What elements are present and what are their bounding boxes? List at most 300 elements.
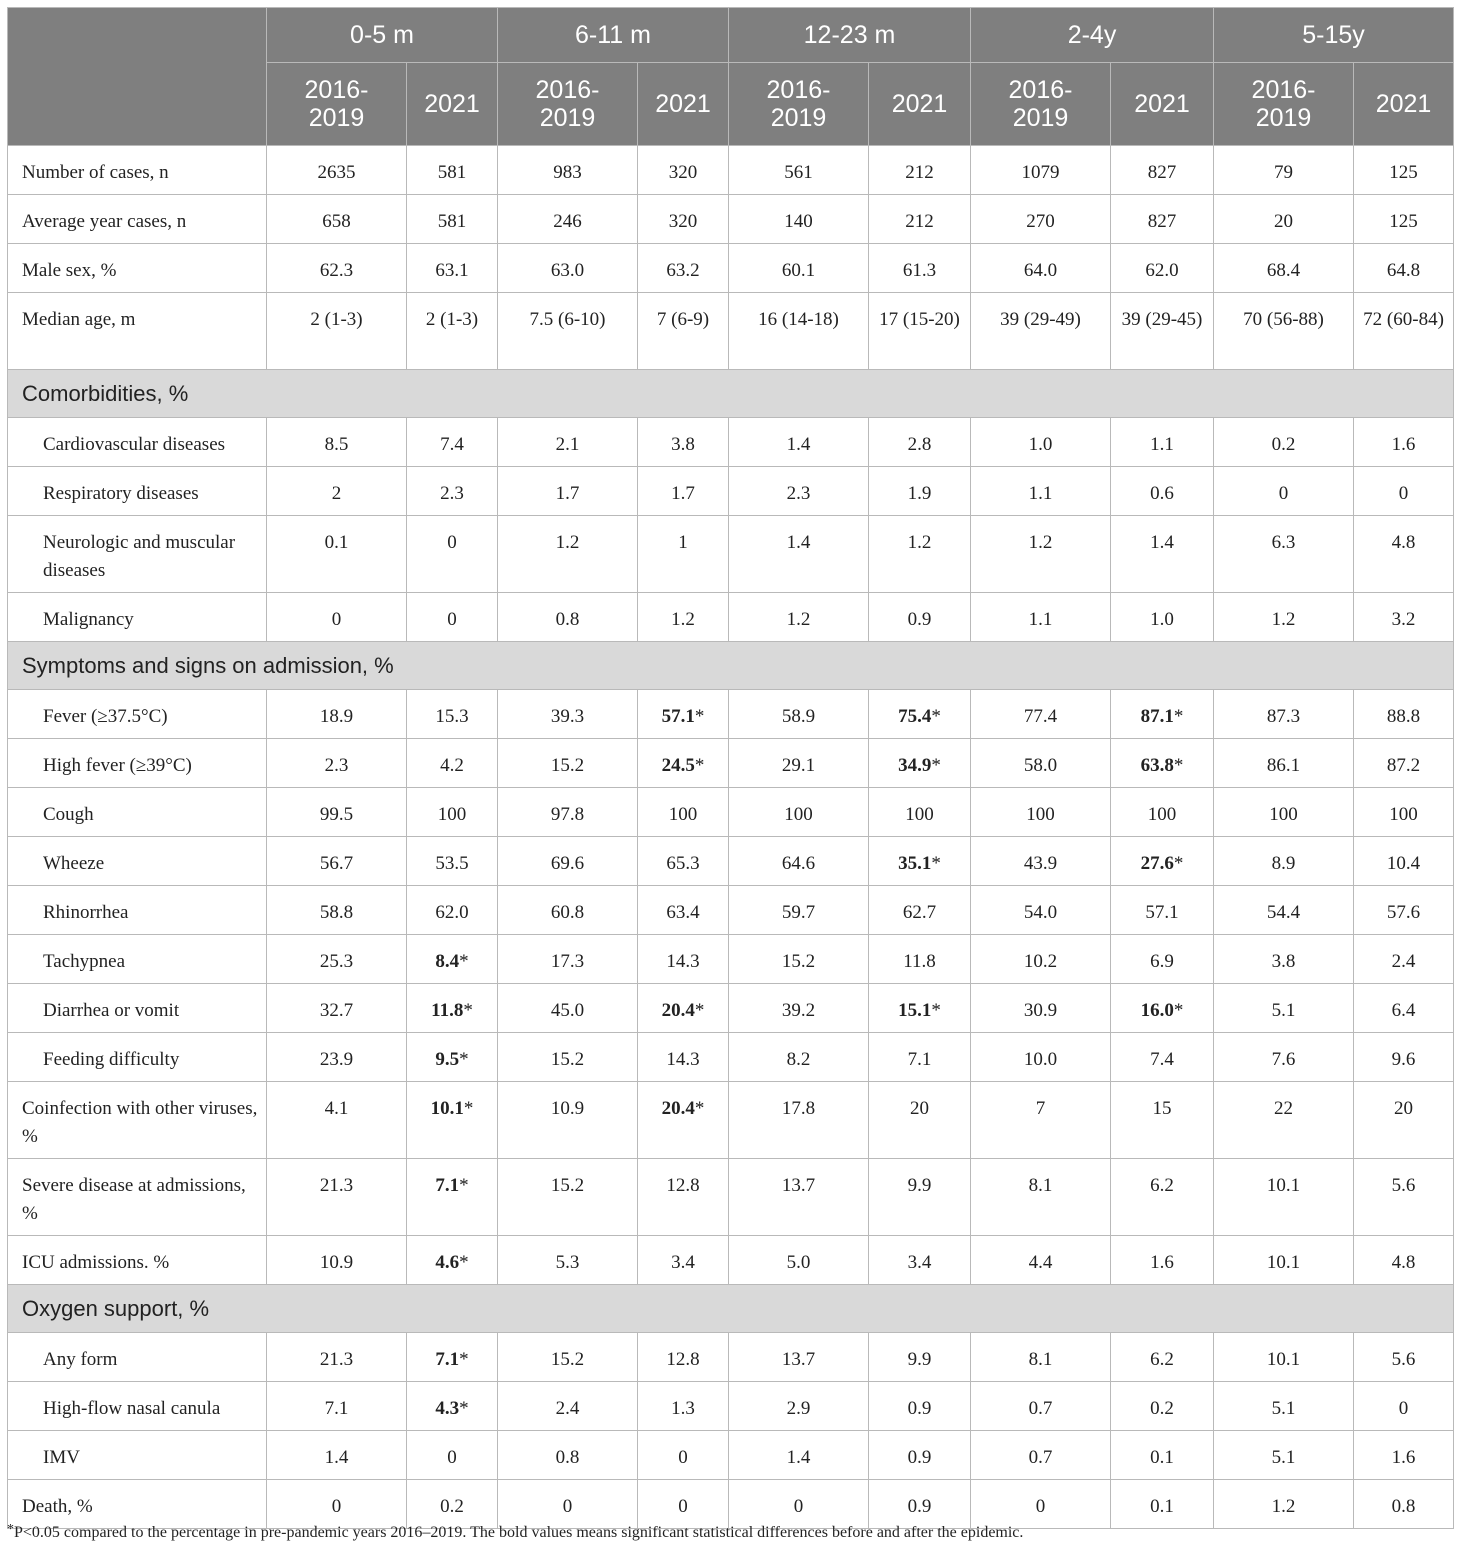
cell-value: 56.7 xyxy=(319,853,354,874)
cell-value: 5.6 xyxy=(1391,1175,1416,1196)
cell-value: 6.9 xyxy=(1150,951,1174,972)
cell-value: 8.1 xyxy=(1028,1175,1053,1196)
cell-value: 23.9 xyxy=(319,1049,354,1070)
cell-value: 17.3 xyxy=(550,951,585,972)
significant-value: 57.1 xyxy=(661,706,695,727)
cell-value: 983 xyxy=(553,162,582,183)
period-line: 2016- xyxy=(1008,76,1073,104)
cell-value: 21.3 xyxy=(319,1349,354,1370)
cell-value: 65.3 xyxy=(666,853,700,874)
cell-value: 8.9 xyxy=(1271,853,1296,874)
cell-value: 15.2 xyxy=(550,1349,585,1370)
table-row xyxy=(8,516,1454,593)
table-cell xyxy=(1214,516,1354,593)
cell-value: 62.0 xyxy=(435,902,469,923)
table-cell xyxy=(638,984,729,1033)
table-cell xyxy=(1354,788,1454,837)
table-cell xyxy=(407,467,498,516)
cell-value: 140 xyxy=(784,211,813,232)
table-cell xyxy=(971,1033,1111,1082)
cell-value: 2.4 xyxy=(1391,951,1416,972)
cell-value: 87.2 xyxy=(1386,755,1421,776)
significant-value: 7.1 xyxy=(435,1349,460,1370)
cell-value: 125 xyxy=(1389,211,1418,232)
table-cell xyxy=(1111,516,1214,593)
table-cell xyxy=(869,195,971,244)
cell-value: 581 xyxy=(437,211,467,232)
cell-value: 1.2 xyxy=(907,532,932,553)
table-cell xyxy=(869,788,971,837)
cell-value: 100 xyxy=(1147,804,1177,825)
cell-value: 0.7 xyxy=(1028,1447,1053,1468)
significant-value: 27.6 xyxy=(1140,853,1174,874)
significance-marker: * xyxy=(1173,853,1184,874)
cell-value: 64.8 xyxy=(1386,260,1421,281)
table-cell xyxy=(971,244,1111,293)
cell-value: 15 xyxy=(1152,1098,1172,1119)
row-label: Fever (≥37.5°C) xyxy=(8,690,267,739)
cell-value: 25.3 xyxy=(319,951,354,972)
cell-value: 58.9 xyxy=(781,706,816,727)
cell-value: 0 xyxy=(793,1496,804,1517)
cell-value: 58.8 xyxy=(319,902,354,923)
significant-value: 20.4 xyxy=(661,1000,695,1021)
table-cell xyxy=(1354,293,1454,370)
table-cell xyxy=(869,244,971,293)
cell-value: 63.0 xyxy=(550,260,585,281)
table-cell xyxy=(1354,1480,1454,1529)
table-cell xyxy=(638,1159,729,1236)
section-header-row xyxy=(8,642,1454,690)
cell-value: 1.1 xyxy=(1028,609,1053,630)
table-row xyxy=(8,837,1454,886)
cell-value: 1.7 xyxy=(671,483,695,504)
cell-value: 3.4 xyxy=(907,1252,932,1273)
cell-value: 7.5 (6-10) xyxy=(529,309,606,330)
table-cell xyxy=(498,146,638,195)
cell-value: 10.1 xyxy=(1266,1252,1301,1273)
cell-value: 79 xyxy=(1274,162,1294,183)
table-cell xyxy=(1354,195,1454,244)
period-line: 2019 xyxy=(1012,104,1069,132)
table-cell xyxy=(638,195,729,244)
table-cell xyxy=(1214,593,1354,642)
cell-value: 62.3 xyxy=(319,260,354,281)
cell-value: 5.1 xyxy=(1271,1447,1296,1468)
table-cell xyxy=(407,690,498,739)
header-corner xyxy=(8,8,267,146)
cell-value: 100 xyxy=(1269,804,1298,825)
table-cell xyxy=(1111,739,1214,788)
table-cell xyxy=(971,146,1111,195)
table-cell xyxy=(1214,935,1354,984)
table-cell xyxy=(498,293,638,370)
table-cell xyxy=(729,467,869,516)
table-cell xyxy=(498,467,638,516)
significant-value: 75.4 xyxy=(898,706,932,727)
significant-value: 4.6 xyxy=(435,1252,460,1273)
cell-value: 2 (1-3) xyxy=(425,309,479,330)
cell-value: 16 (14-18) xyxy=(758,309,839,330)
table-row xyxy=(8,935,1454,984)
table-cell xyxy=(729,984,869,1033)
cell-value: 0.1 xyxy=(1150,1447,1174,1468)
cell-value: 0 xyxy=(1398,1398,1409,1419)
table-row xyxy=(8,418,1454,467)
table-cell xyxy=(1214,146,1354,195)
table-cell xyxy=(267,1236,407,1285)
table-cell xyxy=(407,146,498,195)
table-cell xyxy=(1214,690,1354,739)
cell-value: 1.4 xyxy=(1150,532,1174,553)
cell-value: 57.6 xyxy=(1386,902,1421,923)
table-cell xyxy=(267,837,407,886)
cell-value: 658 xyxy=(322,211,351,232)
table-cell xyxy=(729,1333,869,1382)
cell-value: 5.6 xyxy=(1391,1349,1416,1370)
period-line: 2019 xyxy=(539,104,596,132)
table-cell xyxy=(267,1382,407,1431)
table-cell xyxy=(971,1236,1111,1285)
age-group-header: 5-15y xyxy=(1214,8,1454,63)
table-cell xyxy=(407,1382,498,1431)
cell-value: 10.1 xyxy=(1266,1175,1301,1196)
table-cell xyxy=(498,739,638,788)
table-cell xyxy=(1111,1159,1214,1236)
table-cell xyxy=(971,690,1111,739)
table-cell xyxy=(638,293,729,370)
cell-value: 14.3 xyxy=(666,951,700,972)
cell-value: 320 xyxy=(668,211,698,232)
cell-value: 1.0 xyxy=(1150,609,1174,630)
data-table xyxy=(7,7,1454,1529)
cell-value: 12.8 xyxy=(666,1349,700,1370)
table-cell xyxy=(1111,1033,1214,1082)
table-cell xyxy=(1111,195,1214,244)
table-cell xyxy=(1214,1333,1354,1382)
table-cell xyxy=(407,293,498,370)
significant-value: 16.0 xyxy=(1140,1000,1174,1021)
cell-value: 29.1 xyxy=(781,755,816,776)
cell-value: 30.9 xyxy=(1023,1000,1058,1021)
cell-value: 21.3 xyxy=(319,1175,354,1196)
table-cell xyxy=(1354,837,1454,886)
cell-value: 1.4 xyxy=(786,532,811,553)
significance-marker: * xyxy=(459,1175,469,1196)
cell-value: 0 xyxy=(1398,483,1409,504)
cell-value: 20 xyxy=(1274,211,1294,232)
table-cell xyxy=(1354,244,1454,293)
significant-value: 87.1 xyxy=(1140,706,1174,727)
cell-value: 63.2 xyxy=(666,260,700,281)
cell-value: 100 xyxy=(784,804,813,825)
table-cell xyxy=(1354,886,1454,935)
table-cell xyxy=(267,244,407,293)
cell-value: 13.7 xyxy=(781,1175,816,1196)
table-cell xyxy=(1354,935,1454,984)
significance-marker: * xyxy=(463,1098,474,1119)
table-row xyxy=(8,788,1454,837)
cell-value: 12.8 xyxy=(666,1175,700,1196)
cell-value: 72 (60-84) xyxy=(1363,309,1444,330)
period-header-2021: 2021 xyxy=(638,63,729,146)
cell-value: 20 xyxy=(910,1098,930,1119)
cell-value: 11.8 xyxy=(903,951,936,972)
cell-value: 61.3 xyxy=(902,260,937,281)
table-cell xyxy=(729,146,869,195)
table-cell xyxy=(869,837,971,886)
table-cell xyxy=(971,1159,1111,1236)
significance-marker: * xyxy=(931,1000,941,1021)
table-cell xyxy=(1354,1382,1454,1431)
table-body xyxy=(8,146,1454,1529)
table-cell xyxy=(407,984,498,1033)
table-cell xyxy=(1354,1236,1454,1285)
table-cell xyxy=(407,935,498,984)
cell-value: 270 xyxy=(1026,211,1055,232)
table-header xyxy=(8,8,1454,146)
table-cell xyxy=(869,1382,971,1431)
significance-marker: * xyxy=(463,1000,473,1021)
cell-value: 57.1 xyxy=(1145,902,1179,923)
table-cell xyxy=(407,1082,498,1159)
row-label: Wheeze xyxy=(8,837,267,886)
cell-value: 3.2 xyxy=(1391,609,1416,630)
table-cell xyxy=(498,886,638,935)
table-cell xyxy=(1214,1159,1354,1236)
table-cell xyxy=(498,690,638,739)
table-cell xyxy=(971,739,1111,788)
table-cell xyxy=(729,293,869,370)
cell-value: 64.6 xyxy=(781,853,816,874)
table-cell xyxy=(729,886,869,935)
cell-value: 3.8 xyxy=(1271,951,1296,972)
cell-value: 10.1 xyxy=(1266,1349,1301,1370)
cell-value: 212 xyxy=(905,162,934,183)
table-cell xyxy=(498,935,638,984)
table-row xyxy=(8,293,1454,370)
cell-value: 62.0 xyxy=(1145,260,1179,281)
significant-value: 11.8 xyxy=(431,1000,464,1021)
table-cell xyxy=(971,467,1111,516)
table-cell xyxy=(638,1033,729,1082)
cell-value: 4.1 xyxy=(324,1098,349,1119)
significance-marker: * xyxy=(459,1049,469,1070)
cell-value: 10.9 xyxy=(319,1252,354,1273)
significance-marker: * xyxy=(459,1398,469,1419)
row-label: Cough xyxy=(8,788,267,837)
table-cell xyxy=(267,984,407,1033)
table-cell xyxy=(407,1236,498,1285)
cell-value: 0.9 xyxy=(907,1398,932,1419)
period-header-2016-2019 xyxy=(1214,63,1354,146)
cell-value: 60.1 xyxy=(781,260,816,281)
cell-value: 1.9 xyxy=(907,483,932,504)
table-cell xyxy=(498,837,638,886)
table-cell xyxy=(1111,1333,1214,1382)
table-cell xyxy=(638,935,729,984)
table-cell xyxy=(498,1382,638,1431)
table-cell xyxy=(729,1082,869,1159)
table-cell xyxy=(1111,788,1214,837)
cell-value: 13.7 xyxy=(781,1349,816,1370)
table-cell xyxy=(1354,984,1454,1033)
table-cell xyxy=(971,195,1111,244)
table-cell xyxy=(498,788,638,837)
table-cell xyxy=(407,1033,498,1082)
table-cell xyxy=(638,516,729,593)
row-label: Neurologic and muscular diseases xyxy=(8,516,267,593)
row-label: Malignancy xyxy=(8,593,267,642)
cell-value: 54.4 xyxy=(1266,902,1301,923)
table-cell xyxy=(267,1033,407,1082)
table-cell xyxy=(498,244,638,293)
table-cell xyxy=(1111,293,1214,370)
cell-value: 9.6 xyxy=(1391,1049,1416,1070)
table-cell xyxy=(1214,293,1354,370)
significance-marker: * xyxy=(931,853,941,874)
table-cell xyxy=(267,690,407,739)
table-cell xyxy=(729,739,869,788)
table-cell xyxy=(638,467,729,516)
cell-value: 7.6 xyxy=(1271,1049,1296,1070)
age-group-header-row xyxy=(8,8,1454,63)
table-cell xyxy=(638,1333,729,1382)
table-cell xyxy=(1214,788,1354,837)
table-cell xyxy=(407,1159,498,1236)
table-cell xyxy=(869,690,971,739)
table-cell xyxy=(1111,1431,1214,1480)
table-cell xyxy=(971,418,1111,467)
table-cell xyxy=(729,244,869,293)
significance-marker: * xyxy=(694,755,705,776)
period-header-2016-2019 xyxy=(729,63,869,146)
cell-value: 1.3 xyxy=(671,1398,695,1419)
significance-marker: * xyxy=(1173,706,1184,727)
table-cell xyxy=(1111,244,1214,293)
table-cell xyxy=(971,1333,1111,1382)
cell-value: 6.2 xyxy=(1150,1175,1174,1196)
table-cell xyxy=(1214,837,1354,886)
table-cell xyxy=(1214,1382,1354,1431)
period-line: 2019 xyxy=(1255,104,1312,132)
cell-value: 15.2 xyxy=(550,755,585,776)
table-cell xyxy=(407,593,498,642)
table-cell xyxy=(638,837,729,886)
row-label: Cardiovascular diseases xyxy=(8,418,267,467)
table-cell xyxy=(407,418,498,467)
row-label: Diarrhea or vomit xyxy=(8,984,267,1033)
table-cell xyxy=(1214,1431,1354,1480)
cell-value: 1.2 xyxy=(786,609,811,630)
cell-value: 2635 xyxy=(317,162,356,183)
table-cell xyxy=(971,516,1111,593)
cell-value: 1.6 xyxy=(1391,1447,1416,1468)
table-cell xyxy=(1214,739,1354,788)
cell-value: 581 xyxy=(437,162,467,183)
significance-marker: * xyxy=(1173,755,1184,776)
table-cell xyxy=(267,195,407,244)
table-cell xyxy=(267,935,407,984)
table-cell xyxy=(729,837,869,886)
table-cell xyxy=(638,1431,729,1480)
cell-value: 2.4 xyxy=(555,1398,580,1419)
cell-value: 246 xyxy=(553,211,582,232)
row-label: IMV xyxy=(8,1431,267,1480)
cell-value: 6.4 xyxy=(1391,1000,1416,1021)
cell-value: 1.4 xyxy=(324,1447,349,1468)
table-cell xyxy=(869,293,971,370)
table-cell xyxy=(869,418,971,467)
cell-value: 45.0 xyxy=(550,1000,585,1021)
table-cell xyxy=(498,1431,638,1480)
cell-value: 1.1 xyxy=(1150,434,1174,455)
footnote-text: P<0.05 compared to the percentage in pre-pandemic years 2016–2019. The bold values means significant statistical differences before and after the epidemic. xyxy=(14,1524,1024,1541)
table-cell xyxy=(729,690,869,739)
table-row xyxy=(8,195,1454,244)
cell-value: 1 xyxy=(678,532,688,553)
cell-value: 1.2 xyxy=(1271,609,1296,630)
table-cell xyxy=(1214,244,1354,293)
cell-value: 10.9 xyxy=(550,1098,585,1119)
cell-value: 8.1 xyxy=(1028,1349,1053,1370)
table-cell xyxy=(729,935,869,984)
cell-value: 2.3 xyxy=(324,755,349,776)
cell-value: 0.1 xyxy=(1150,1496,1174,1517)
table-cell xyxy=(971,1431,1111,1480)
row-label: Any form xyxy=(8,1333,267,1382)
table-cell xyxy=(1111,690,1214,739)
table-cell xyxy=(729,516,869,593)
cell-value: 22 xyxy=(1274,1098,1294,1119)
age-group-header: 12-23 m xyxy=(729,8,971,63)
cell-value: 1.0 xyxy=(1028,434,1053,455)
significance-marker: * xyxy=(694,1098,705,1119)
significant-value: 7.1 xyxy=(435,1175,460,1196)
table-cell xyxy=(1354,1082,1454,1159)
cell-value: 68.4 xyxy=(1266,260,1301,281)
cell-value: 4.8 xyxy=(1391,532,1416,553)
table-cell xyxy=(638,418,729,467)
table-row xyxy=(8,1033,1454,1082)
cell-value: 2 (1-3) xyxy=(310,309,363,330)
cell-value: 0.1 xyxy=(324,532,349,553)
table-cell xyxy=(407,886,498,935)
table-row xyxy=(8,1333,1454,1382)
table-cell xyxy=(498,1159,638,1236)
table-cell xyxy=(869,935,971,984)
table-cell xyxy=(1354,1159,1454,1236)
cell-value: 88.8 xyxy=(1386,706,1421,727)
table-cell xyxy=(869,467,971,516)
cell-value: 7 xyxy=(1035,1098,1046,1119)
significant-value: 8.4 xyxy=(435,951,460,972)
cell-value: 0.8 xyxy=(1391,1496,1416,1517)
table-cell xyxy=(729,593,869,642)
cell-value: 1.2 xyxy=(555,532,580,553)
cell-value: 8.2 xyxy=(786,1049,811,1070)
table-cell xyxy=(1111,837,1214,886)
cell-value: 4.2 xyxy=(440,755,464,776)
cell-value: 54.0 xyxy=(1023,902,1058,923)
period-line: 2019 xyxy=(308,104,365,132)
table-cell xyxy=(267,418,407,467)
cell-value: 99.5 xyxy=(319,804,354,825)
table-cell xyxy=(1214,1082,1354,1159)
cell-value: 0 xyxy=(1278,483,1289,504)
table-cell xyxy=(1111,146,1214,195)
cell-value: 7.1 xyxy=(324,1398,349,1419)
